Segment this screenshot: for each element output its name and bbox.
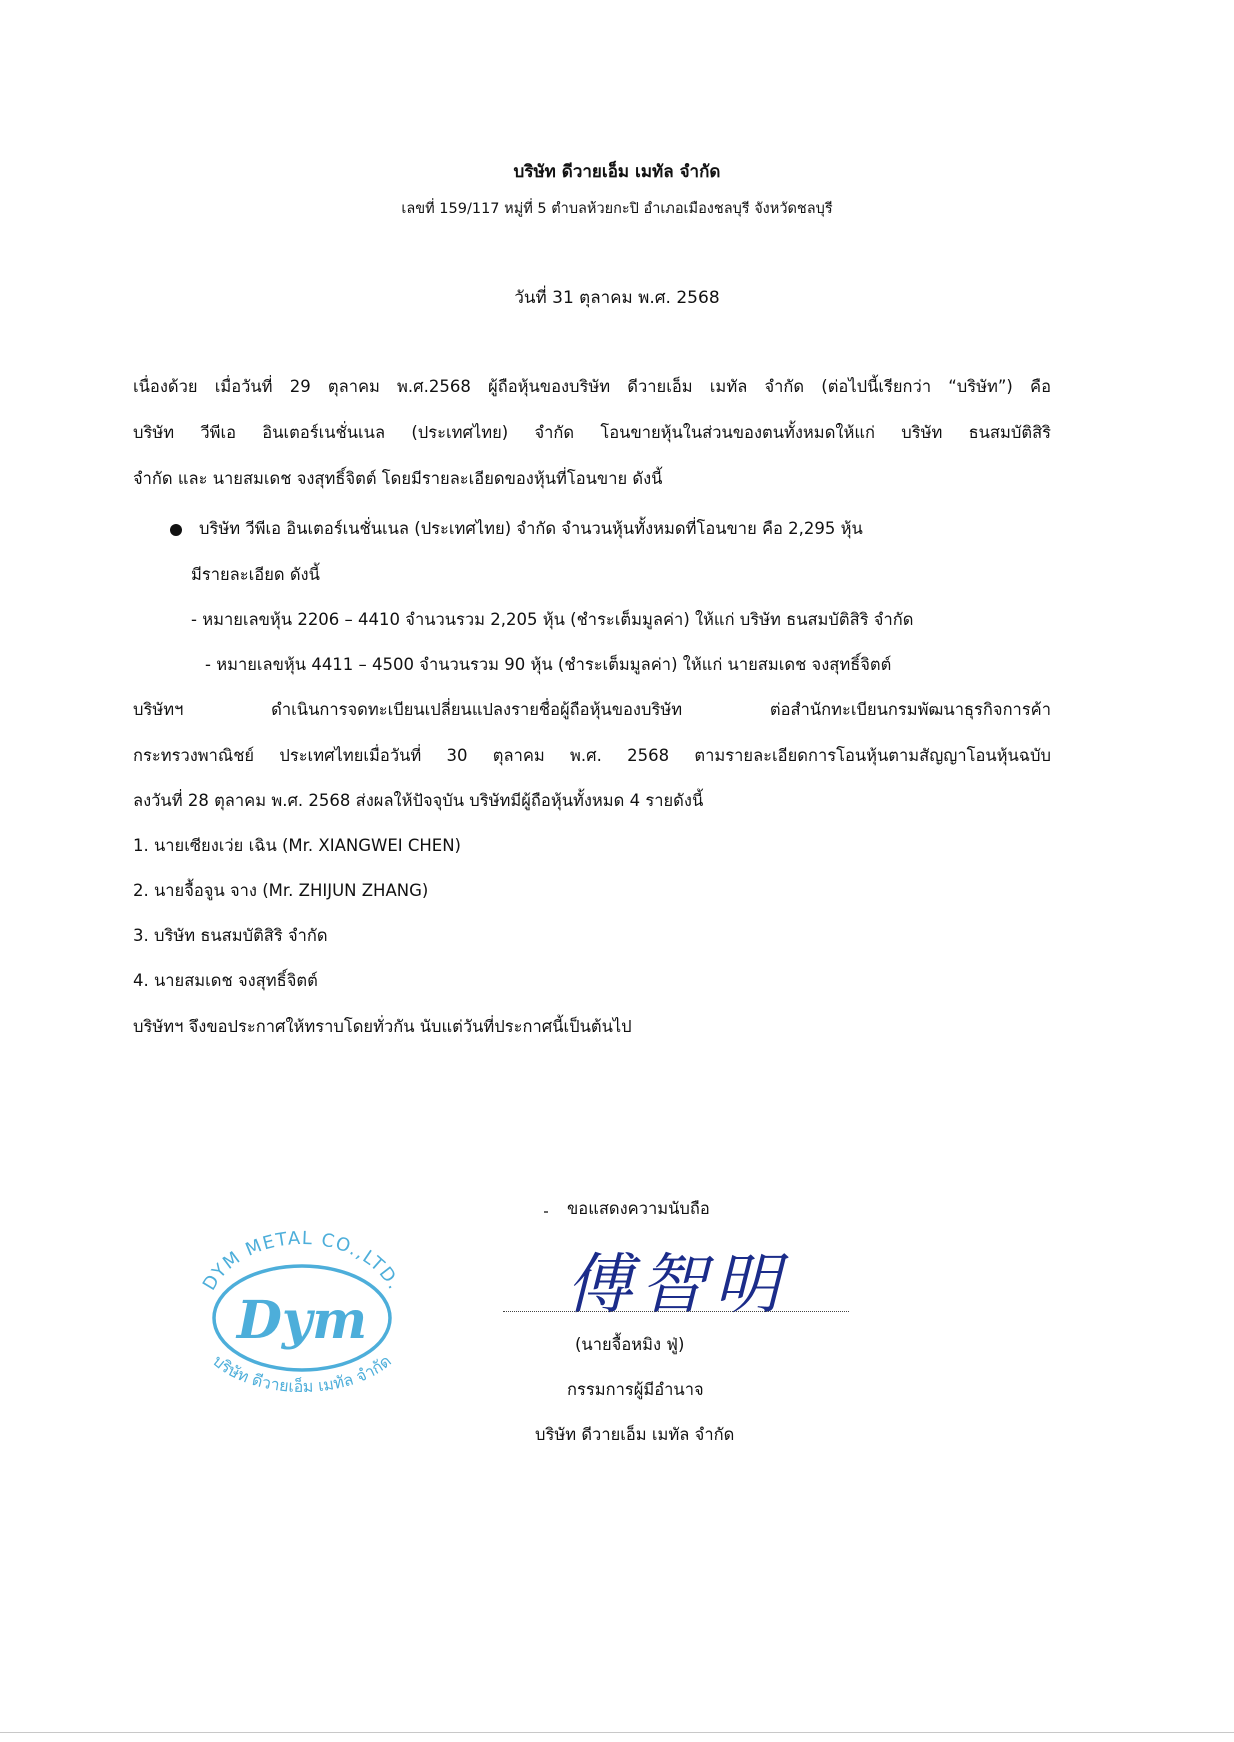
company-stamp — [178, 1222, 426, 1396]
shareholder-item: 2. นายจื้อจูน จาง (Mr. ZHIJUN ZHANG) — [133, 881, 429, 900]
regards-text: ขอแสดงความนับถือ — [567, 1199, 710, 1218]
signatory-company: บริษัท ดีวายเอ็ม เมทัล จำกัด — [535, 1425, 735, 1444]
handwritten-signature — [560, 1223, 806, 1333]
registration-line-2: กระทรวงพาณิชย์ ประเทศไทยเมื่อวันที่ 30 ตุลาคม พ.ศ. 2568 ตามรายละเอียดการโอนหุ้นตามสัญญาโอนหุ้นฉบับ — [133, 746, 1051, 765]
bullet-icon — [170, 524, 182, 536]
svg-text:傅智明: 傅智明 — [566, 1246, 788, 1323]
decorative-dot — [544, 1211, 548, 1213]
registration-line-3: ลงวันที่ 28 ตุลาคม พ.ศ. 2568 ส่งผลให้ปัจจุบัน บริษัทมีผู้ถือหุ้นทั้งหมด 4 รายดังนี้ — [133, 791, 704, 810]
signatory-position: กรรมการผู้มีอำนาจ — [567, 1380, 704, 1399]
company-address: เลขที่ 159/117 หมู่ที่ 5 ตำบลห้วยกะปิ อำเภอเมืองชลบุรี จังหวัดชลบุรี — [401, 201, 833, 217]
share-detail-1: - หมายเลขหุ้น 2206 – 4410 จำนวนรวม 2,205 หุ้น (ชำระเต็มมูลค่า) ให้แก่ บริษัท ธนสมบัติสิริ จำกัด — [191, 610, 914, 629]
page-bottom-edge — [0, 1732, 1234, 1733]
shareholder-item: 4. นายสมเดช จงสุทธิ์จิตต์ — [133, 971, 318, 990]
shareholder-item: 1. นายเซียงเว่ย เฉิน (Mr. XIANGWEI CHEN) — [133, 836, 461, 855]
signature-line — [503, 1311, 849, 1312]
intro-line-3: จำกัด และ นายสมเดช จงสุทธิ์จิตต์ โดยมีรายละเอียดของหุ้นที่โอนขาย ดังนี้ — [133, 469, 663, 488]
stamp-logo-text: Dym — [236, 1290, 368, 1351]
closing-statement: บริษัทฯ จึงขอประกาศให้ทราบโดยทั่วกัน นับแต่วันที่ประกาศนี้เป็นต้นไป — [133, 1017, 632, 1036]
stamp-thai-text: บริษัท ดีวายเอ็ม เมทัล จำกัด — [209, 1351, 395, 1396]
stamp-english-text: DYM METAL CO.,LTD. — [198, 1227, 406, 1295]
intro-line-2: บริษัท วีพีเอ อินเตอร์เนชั่นเนล (ประเทศไทย) จำกัด โอนขายหุ้นในส่วนของตนทั้งหมดให้แก่ บริษัท ธนสมบัติสิริ — [133, 423, 1051, 442]
registration-line-1: บริษัทฯ ดำเนินการจดทะเบียนเปลี่ยนแปลงรายชื่อผู้ถือหุ้นของบริษัท ต่อสำนักทะเบียนกรมพัฒนาธุรกิจการค้า — [133, 700, 1051, 719]
intro-line-1: เนื่องด้วย เมื่อวันที่ 29 ตุลาคม พ.ศ.2568 ผู้ถือหุ้นของบริษัท ดีวายเอ็ม เมทัล จำกัด (ต่อไปนี้เรียกว่า “บริษัท”) คือ — [133, 377, 1051, 396]
shareholder-item: 3. บริษัท ธนสมบัติสิริ จำกัด — [133, 926, 328, 945]
bullet-line-2: มีรายละเอียด ดังนี้ — [191, 565, 320, 584]
signatory-name: (นายจื้อหมิง ฟู่) — [575, 1335, 685, 1354]
document-date: วันที่ 31 ตุลาคม พ.ศ. 2568 — [514, 288, 720, 308]
share-detail-2: - หมายเลขหุ้น 4411 – 4500 จำนวนรวม 90 หุ้น (ชำระเต็มมูลค่า) ให้แก่ นายสมเดช จงสุทธิ์จิตต์ — [205, 655, 892, 674]
company-title: บริษัท ดีวายเอ็ม เมทัล จำกัด — [513, 162, 721, 182]
bullet-line-1: บริษัท วีพีเอ อินเตอร์เนชั่นเนล (ประเทศไทย) จำกัด จำนวนหุ้นทั้งหมดที่โอนขาย คือ 2,295 หุ้น — [199, 519, 863, 538]
